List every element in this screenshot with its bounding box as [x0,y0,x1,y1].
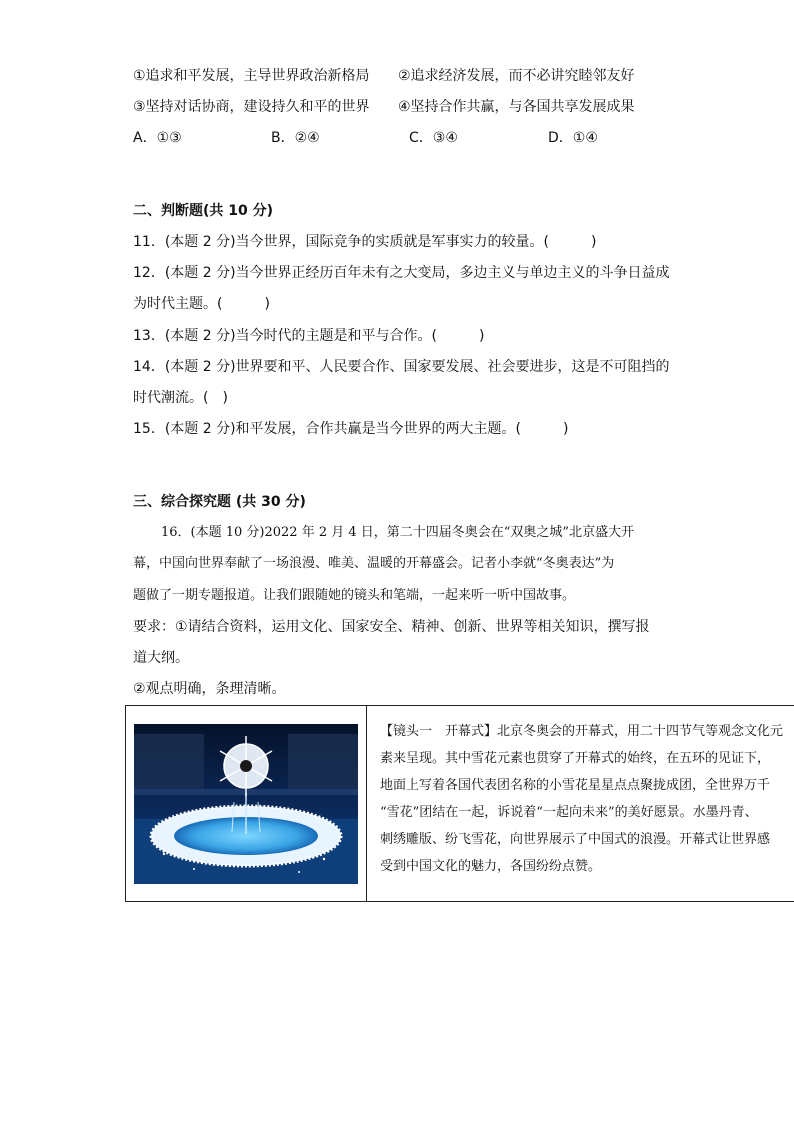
material-text-line-1: 【镜头一 开幕式】北京冬奥会的开幕式，用二十四节气等观念文化元 [380,724,784,739]
material-text-line-5: 刺绣雕版、纷飞雪花，向世界展示了中国式的浪漫。开幕式让世界感 [380,832,771,847]
question-16-line-3: 题做了一期专题报道。让我们跟随她的镜头和笔端，一起来听一听中国故事。 [133,588,576,603]
opening-ceremony-photo [134,724,358,884]
requirement-line-3: ②观点明确，条理清晰。 [133,681,286,697]
q10-choice-a: A．①③ [133,130,182,146]
question-11: 11．(本题 2 分)当今世界，国际竞争的实质就是军事实力的较量。( ) [133,234,597,250]
question-12-line-2: 为时代主题。( ) [133,296,270,312]
q10-option-2: ②追求经济发展，而不必讲究睦邻友好 [398,68,635,84]
q10-option-1: ①追求和平发展，主导世界政治新格局 [133,68,370,84]
section-3-title: 三、综合探究题 (共 30 分) [133,494,306,510]
q10-choice-d: D．①④ [548,130,598,146]
requirement-line-2: 道大纲。 [133,650,189,666]
material-text [380,718,794,880]
question-16-line-1: 16．(本题 10 分)2022 年 2 月 4 日，第二十四届冬奥会在“双奥之城”北京盛大开 [161,525,635,540]
question-14-line-1: 14．(本题 2 分)世界要和平、人民要合作、国家要发展、社会要进步，这是不可阻挡的 [133,359,670,375]
material-text-line-2: 素来呈现。其中雪花元素也贯穿了开幕式的始终，在五环的见证下， [380,751,771,766]
question-12-line-1: 12．(本题 2 分)当今世界正经历百年未有之大变局，多边主义与单边主义的斗争日益成 [133,265,670,281]
material-text-line-4: “雪花”团结在一起，诉说着“一起向未来”的美好愿景。水墨丹青、 [380,805,758,820]
q10-choice-b: B．②④ [271,130,320,146]
q10-option-4: ④坚持合作共赢，与各国共享发展成果 [398,99,635,115]
material-text-line-6: 受到中国文化的魅力，各国纷纷点赞。 [380,859,602,874]
question-13: 13．(本题 2 分)当今时代的主题是和平与合作。( ) [133,328,485,344]
material-text-line-3: 地面上写着各国代表团名称的小雪花星星点点聚拢成团，全世界万千 [380,778,771,793]
material-table [125,705,794,902]
question-15: 15．(本题 2 分)和平发展，合作共赢是当今世界的两大主题。( ) [133,421,569,437]
question-14-line-2: 时代潮流。( ) [133,390,228,406]
requirement-line-1: 要求：①请结合资料，运用文化、国家安全、精神、创新、世界等相关知识，撰写报 [133,619,650,635]
question-16-line-2: 幕，中国向世界奉献了一场浪漫、唯美、温暖的开幕盛会。记者小李就“冬奥表达”为 [133,556,615,571]
q10-choice-c: C．③④ [409,130,458,146]
table-divider [366,706,367,901]
q10-option-3: ③坚持对话协商，建设持久和平的世界 [133,99,370,115]
section-2-title: 二、判断题(共 10 分) [133,203,274,219]
